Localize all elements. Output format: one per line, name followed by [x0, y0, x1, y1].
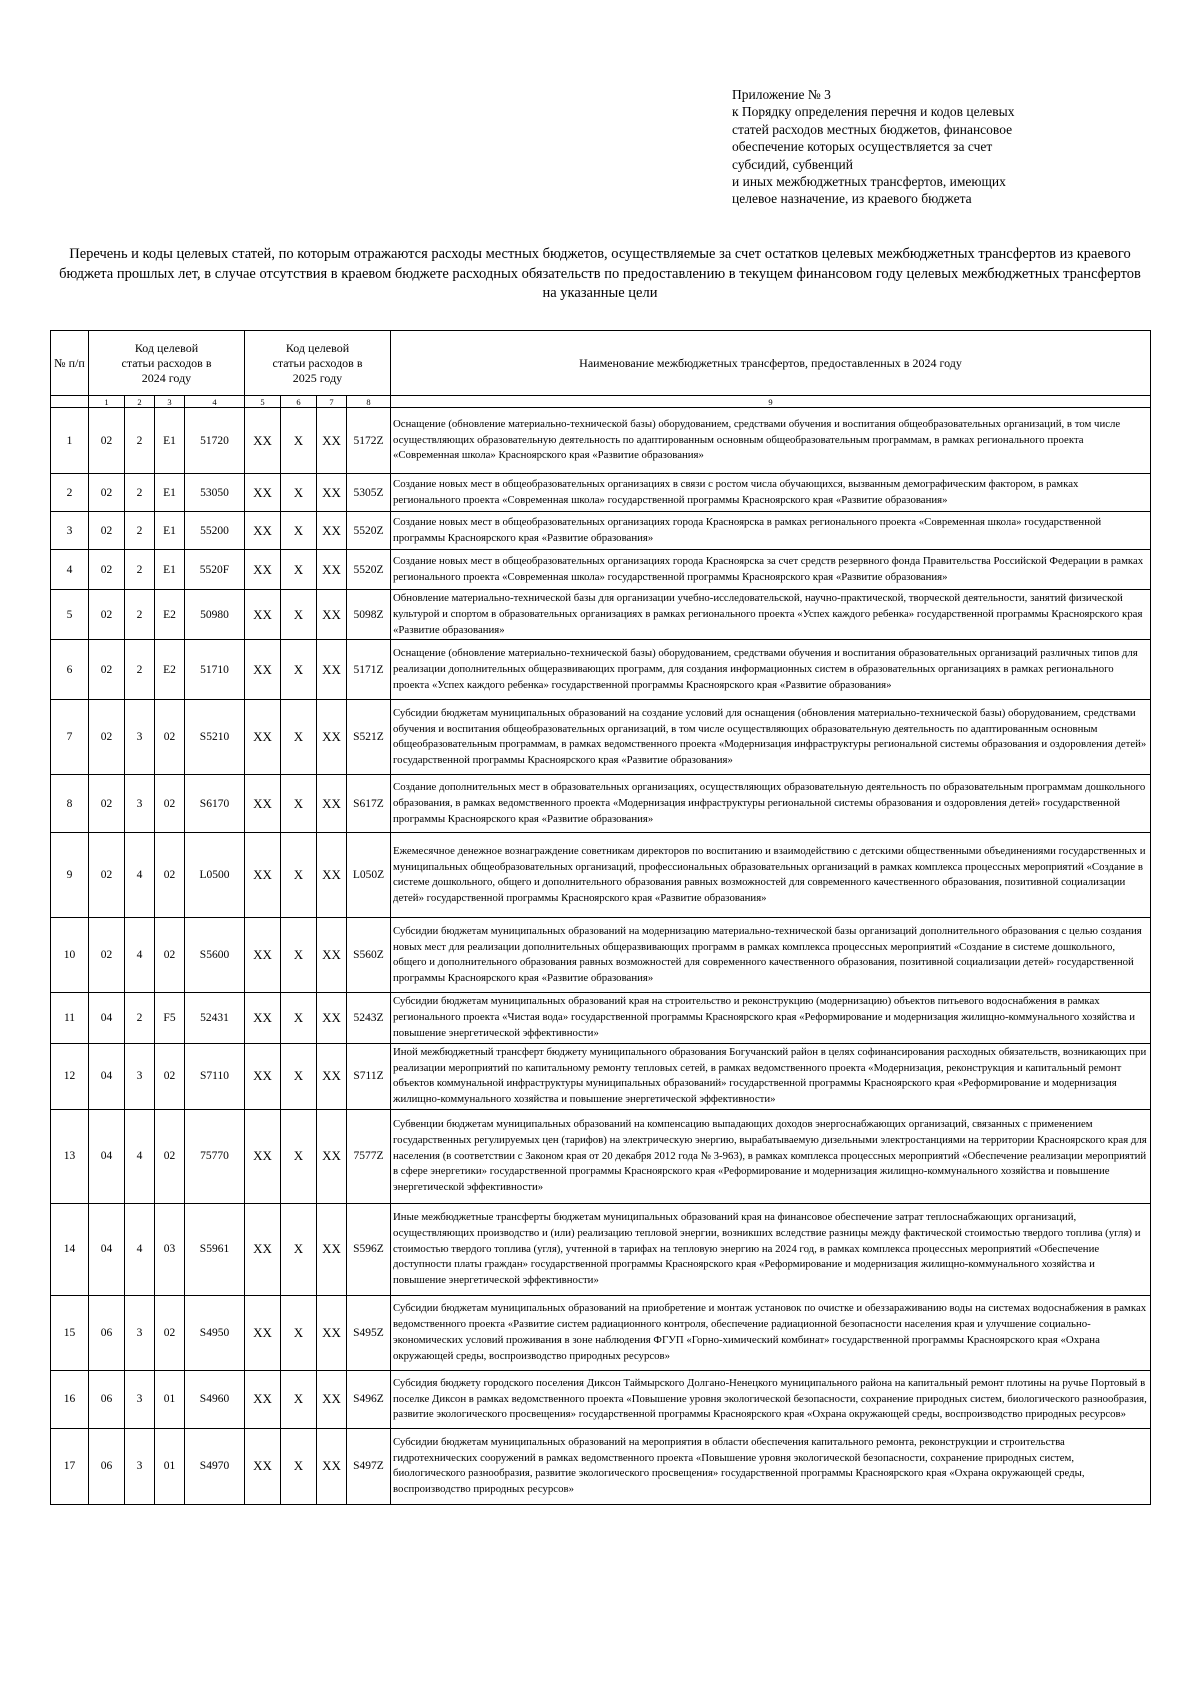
code-2024-program: 02	[89, 550, 125, 590]
table-row	[51, 1203, 1151, 1295]
row-number: 7	[51, 700, 89, 775]
code-2025-program: XX	[245, 1295, 281, 1370]
code-2024-subprogram: 2	[125, 550, 155, 590]
code-2024-project: 02	[155, 775, 185, 833]
code-2024-subprogram: 2	[125, 408, 155, 474]
code-2025-subprogram: X	[281, 1370, 317, 1428]
appendix-line: и иных межбюджетных трансфертов, имеющих	[732, 174, 1006, 190]
code-2024-subprogram: 3	[125, 1428, 155, 1504]
code-2024-subprogram: 4	[125, 1109, 155, 1203]
code-2024-subprogram: 4	[125, 833, 155, 918]
code-2025-direction: 5520Z	[347, 512, 391, 550]
code-2025-subprogram: X	[281, 512, 317, 550]
transfer-name: Субсидии бюджетам муниципальных образований на создание условий для оснащения (обновления материально-технической базы) оборудованием, средствами обучения и воспитания общеобразовательных организаций, в том числе осуществляющих образовательную деятельность по адаптированным основным общеобразовательным программам, в рамках ведомственного проекта «Модернизация инфраструктуры региональной системы образования и оздоровления детей» государственной программы Красноярского края «Развитие образования»	[391, 700, 1151, 775]
table-body	[51, 408, 1151, 1505]
row-number: 12	[51, 1043, 89, 1109]
code-2025-subprogram: X	[281, 700, 317, 775]
code-2024-project: E1	[155, 550, 185, 590]
code-2025-project: XX	[317, 590, 347, 640]
transfer-name: Создание новых мест в общеобразовательных организациях в связи с ростом числа обучающихся, вызванным демографическим фактором, в рамках регионального проекта «Современная школа» государственной программы Красноярского края «Развитие образования»	[391, 474, 1151, 512]
code-2024-direction: 50980	[185, 590, 245, 640]
col-number: 4	[185, 396, 245, 408]
code-2024-direction: 51720	[185, 408, 245, 474]
code-2025-direction: S596Z	[347, 1203, 391, 1295]
code-2024-direction: S4950	[185, 1295, 245, 1370]
code-2024-program: 06	[89, 1370, 125, 1428]
code-2024-subprogram: 4	[125, 918, 155, 993]
code-2025-program: XX	[245, 1043, 281, 1109]
code-2025-program: XX	[245, 590, 281, 640]
code-2024-direction: S7110	[185, 1043, 245, 1109]
table-row	[51, 700, 1151, 775]
code-2025-direction: 5243Z	[347, 993, 391, 1043]
target-articles-table	[50, 330, 1151, 1505]
code-2024-program: 02	[89, 918, 125, 993]
code-2025-project: XX	[317, 833, 347, 918]
code-2025-direction: L050Z	[347, 833, 391, 918]
code-2024-direction: S5600	[185, 918, 245, 993]
code-2025-direction: S497Z	[347, 1428, 391, 1504]
code-2025-program: XX	[245, 833, 281, 918]
row-number: 1	[51, 408, 89, 474]
table-row	[51, 550, 1151, 590]
transfer-name: Субсидии бюджетам муниципальных образований на мероприятия в области обеспечения капитального ремонта, реконструкции и строительства гидротехнических сооружений в рамках ведомственного проекта «Повышение уровня экологической безопасности, сохранение природных систем, биологического разнообразия, развитие экологического просвещения» государственной программы Красноярского края «Охрана окружающей среды, воспроизводство природных ресурсов»	[391, 1428, 1151, 1504]
code-2024-subprogram: 3	[125, 700, 155, 775]
code-2024-direction: S6170	[185, 775, 245, 833]
code-2024-program: 02	[89, 590, 125, 640]
code-2025-subprogram: X	[281, 833, 317, 918]
code-2024-project: 03	[155, 1203, 185, 1295]
col-number: 3	[155, 396, 185, 408]
code-2024-program: 04	[89, 1109, 125, 1203]
code-2024-project: E2	[155, 590, 185, 640]
code-2025-project: XX	[317, 700, 347, 775]
code-2024-project: 01	[155, 1428, 185, 1504]
code-2024-project: E1	[155, 512, 185, 550]
code-2024-program: 04	[89, 993, 125, 1043]
code-2025-project: XX	[317, 993, 347, 1043]
row-number: 9	[51, 833, 89, 918]
col-number: 7	[317, 396, 347, 408]
code-2025-project: XX	[317, 550, 347, 590]
code-2024-project: 01	[155, 1370, 185, 1428]
appendix-line: Приложение № 3	[732, 87, 831, 102]
code-2024-program: 02	[89, 512, 125, 550]
code-2024-program: 02	[89, 474, 125, 512]
code-2024-program: 04	[89, 1203, 125, 1295]
row-number: 11	[51, 993, 89, 1043]
transfer-name: Иной межбюджетный трансферт бюджету муниципального образования Богучанский район в целях софинансирования расходных обязательств, возникающих при реализации мероприятий по капитальному ремонту тепловых сетей, в рамках ведомственного проекта «Модернизация, реконструкция и капитальный ремонт объектов коммунальной инфраструктуры муниципальных образований» государственной программы Красноярского края «Реформирование и модернизация жилищно-коммунального хозяйства и повышение энергетической эффективности»	[391, 1043, 1151, 1109]
table-row	[51, 512, 1151, 550]
code-2025-subprogram: X	[281, 1428, 317, 1504]
row-number: 3	[51, 512, 89, 550]
code-2024-program: 02	[89, 700, 125, 775]
transfer-name: Создание новых мест в общеобразовательных организациях города Красноярска в рамках регионального проекта «Современная школа» государственной программы Красноярского края «Развитие образования»	[391, 512, 1151, 550]
code-2025-program: XX	[245, 700, 281, 775]
code-2024-project: E2	[155, 640, 185, 700]
appendix-line: к Порядку определения перечня и кодов целевых	[732, 104, 1015, 120]
code-2025-project: XX	[317, 775, 347, 833]
row-number: 17	[51, 1428, 89, 1504]
code-2024-program: 06	[89, 1428, 125, 1504]
code-2025-program: XX	[245, 1428, 281, 1504]
code-2025-direction: S711Z	[347, 1043, 391, 1109]
code-2025-program: XX	[245, 408, 281, 474]
appendix-line: обеспечение которых осуществляется за счет	[732, 139, 993, 155]
code-2025-program: XX	[245, 512, 281, 550]
header-code-2024: Код целевой статьи расходов в 2024 году	[89, 331, 245, 396]
code-2024-project: E1	[155, 474, 185, 512]
row-number: 13	[51, 1109, 89, 1203]
row-number: 4	[51, 550, 89, 590]
code-2024-direction: S5210	[185, 700, 245, 775]
code-2025-project: XX	[317, 1428, 347, 1504]
code-2025-direction: S617Z	[347, 775, 391, 833]
code-2024-direction: 52431	[185, 993, 245, 1043]
code-2025-direction: 5172Z	[347, 408, 391, 474]
code-2024-direction: S4970	[185, 1428, 245, 1504]
col-number: 5	[245, 396, 281, 408]
code-2025-project: XX	[317, 512, 347, 550]
code-2025-subprogram: X	[281, 590, 317, 640]
code-2024-subprogram: 2	[125, 993, 155, 1043]
code-2025-subprogram: X	[281, 1043, 317, 1109]
table-row	[51, 1109, 1151, 1203]
code-2025-subprogram: X	[281, 1295, 317, 1370]
row-number: 6	[51, 640, 89, 700]
row-number: 5	[51, 590, 89, 640]
code-2025-subprogram: X	[281, 550, 317, 590]
code-2025-direction: 7577Z	[347, 1109, 391, 1203]
code-2025-program: XX	[245, 775, 281, 833]
col-number: 8	[347, 396, 391, 408]
code-2025-project: XX	[317, 1295, 347, 1370]
table-row	[51, 775, 1151, 833]
code-2024-direction: 53050	[185, 474, 245, 512]
table-row	[51, 408, 1151, 474]
code-2025-subprogram: X	[281, 1109, 317, 1203]
appendix-note	[732, 86, 1132, 208]
code-2025-project: XX	[317, 1043, 347, 1109]
code-2024-direction: 55200	[185, 512, 245, 550]
transfer-name: Субсидии бюджетам муниципальных образований на приобретение и монтаж установок по очистке и обеззараживанию воды на системах водоснабжения в рамках ведомственного проекта «Развитие систем радиационного контроля, обеспечение радиационной безопасности населения края и улучшение социально-экономических условий проживания в зоне наблюдения ФГУП «Горно-химический комбинат» государственной программы Красноярского края «Охрана окружающей среды, воспроизводство природных ресурсов»	[391, 1295, 1151, 1370]
code-2024-subprogram: 2	[125, 474, 155, 512]
code-2025-subprogram: X	[281, 408, 317, 474]
code-2024-direction: 75770	[185, 1109, 245, 1203]
transfer-name: Иные межбюджетные трансферты бюджетам муниципальных образований края на финансовое обеспечение затрат теплоснабжающих организаций, осуществляющих производство и (или) реализацию тепловой энергии, возникших вследствие разницы между фактической стоимостью твердого топлива (угля) и стоимостью твердого топлива (угля), учтенной в тарифах на тепловую энергию на 2024 год, в рамках комплекса процессных мероприятий «Обеспечение доступности платы граждан» государственной программы Красноярского края «Реформирование и модернизация жилищно-коммунального хозяйства и повышение энергетической эффективности»	[391, 1203, 1151, 1295]
code-2024-project: F5	[155, 993, 185, 1043]
transfer-name: Ежемесячное денежное вознаграждение советникам директоров по воспитанию и взаимодействию с детскими общественными объединениями государственных и муниципальных общеобразовательных организаций, профессиональных образовательных организаций в рамках комплекса процессных мероприятий «Создание в системе дошкольного, общего и дополнительного образования равных возможностей для современного качественного образования, позитивной социализации детей» государственной программы Красноярского края «Развитие образования»	[391, 833, 1151, 918]
transfer-name: Субсидии бюджетам муниципальных образований края на строительство и реконструкцию (модернизацию) объектов питьевого водоснабжения в рамках регионального проекта «Чистая вода» государственной программы Красноярского края «Реформирование и модернизация жилищно-коммунального хозяйства и повышение энергетической эффективности»	[391, 993, 1151, 1043]
code-2024-program: 06	[89, 1295, 125, 1370]
code-2024-direction: S5961	[185, 1203, 245, 1295]
header-code-2025: Код целевой статьи расходов в 2025 году	[245, 331, 391, 396]
code-2024-project: 02	[155, 1295, 185, 1370]
code-2024-project: E1	[155, 408, 185, 474]
code-2025-direction: S521Z	[347, 700, 391, 775]
document-title: Перечень и коды целевых статей, по которым отражаются расходы местных бюджетов, осуществляемые за счет остатков целевых межбюджетных трансфертов из краевого бюджета прошлых лет, в случае отсутствия в краевом бюджете расходных обязательств по предоставлению в текущем финансовом году целевых межбюджетных трансфертов на указанные цели	[59, 246, 1141, 301]
row-number: 8	[51, 775, 89, 833]
code-2025-project: XX	[317, 1370, 347, 1428]
appendix-line: целевое назначение, из краевого бюджета	[732, 191, 972, 207]
code-2024-direction: L0500	[185, 833, 245, 918]
code-2025-program: XX	[245, 550, 281, 590]
code-2025-subprogram: X	[281, 775, 317, 833]
row-number: 15	[51, 1295, 89, 1370]
code-2024-program: 04	[89, 1043, 125, 1109]
code-2024-subprogram: 2	[125, 640, 155, 700]
transfer-name: Оснащение (обновление материально-технической базы) оборудованием, средствами обучения и воспитания общеобразовательных организаций, в том числе осуществляющих образовательную деятельность по адаптированным основным общеобразовательным программам, в рамках регионального проекта «Современная школа» Красноярского края «Развитие образования»	[391, 408, 1151, 474]
code-2025-program: XX	[245, 474, 281, 512]
code-2025-project: XX	[317, 1203, 347, 1295]
table-row	[51, 1043, 1151, 1109]
row-number: 10	[51, 918, 89, 993]
appendix-line: субсидий, субвенций	[732, 156, 853, 172]
table-row	[51, 474, 1151, 512]
code-2024-direction: S4960	[185, 1370, 245, 1428]
code-2025-subprogram: X	[281, 474, 317, 512]
code-2025-project: XX	[317, 408, 347, 474]
table-row	[51, 1295, 1151, 1370]
code-2024-subprogram: 3	[125, 1043, 155, 1109]
code-2024-project: 02	[155, 1043, 185, 1109]
table-row	[51, 1428, 1151, 1504]
table-row	[51, 640, 1151, 700]
col-number: 2	[125, 396, 155, 408]
transfer-name: Оснащение (обновление материально-технической базы) оборудованием, средствами обучения и воспитания образовательных организаций различных типов для реализации дополнительных общеразвивающих программ, для создания информационных систем в образовательных организациях в рамках регионального проекта «Успех каждого ребенка» государственной программы Красноярского края «Развитие образования»	[391, 640, 1151, 700]
code-2024-program: 02	[89, 640, 125, 700]
code-2025-subprogram: X	[281, 993, 317, 1043]
code-2025-program: XX	[245, 1203, 281, 1295]
code-2025-direction: 5098Z	[347, 590, 391, 640]
code-2025-program: XX	[245, 918, 281, 993]
code-2025-program: XX	[245, 1370, 281, 1428]
code-2025-project: XX	[317, 640, 347, 700]
code-2024-project: 02	[155, 700, 185, 775]
code-2025-subprogram: X	[281, 918, 317, 993]
code-2025-direction: S495Z	[347, 1295, 391, 1370]
code-2024-subprogram: 3	[125, 1370, 155, 1428]
transfer-name: Обновление материально-технической базы для организации учебно-исследовательской, научно-практической, творческой деятельности, занятий физической культурой и спортом в образовательных организациях в рамках регионального проекта «Успех каждого ребенка» государственной программы Красноярского края «Развитие образования»	[391, 590, 1151, 640]
code-2025-project: XX	[317, 1109, 347, 1203]
appendix-line: статей расходов местных бюджетов, финансовое	[732, 121, 1013, 137]
code-2025-subprogram: X	[281, 640, 317, 700]
transfer-name: Создание дополнительных мест в образовательных организациях, осуществляющих образовательную деятельность по образовательным программам дошкольного образования, в рамках ведомственного проекта «Модернизация инфраструктуры региональной системы образования и оздоровления детей» государственной программы Красноярского края «Развитие образования»	[391, 775, 1151, 833]
code-2025-direction: 5520Z	[347, 550, 391, 590]
col-number	[51, 396, 89, 408]
code-2024-project: 02	[155, 918, 185, 993]
code-2024-project: 02	[155, 833, 185, 918]
col-number: 1	[89, 396, 125, 408]
code-2024-program: 02	[89, 408, 125, 474]
header-name: Наименование межбюджетных трансфертов, предоставленных в 2024 году	[391, 331, 1151, 396]
code-2025-project: XX	[317, 474, 347, 512]
code-2024-subprogram: 2	[125, 590, 155, 640]
transfer-name: Субвенции бюджетам муниципальных образований на компенсацию выпадающих доходов энергоснабжающих организаций, связанных с применением государственных регулируемых цен (тарифов) на электрическую энергию, вырабатываемую дизельными электростанциями на территории Красноярского края для населения (в соответствии с Законом края от 20 декабря 2012 года № 3-963), в рамках комплекса процессных мероприятий «Обеспечение реализации мероприятий в сфере энергетики» государственной программы Красноярского края «Реформирование и модернизация жилищно-коммунального хозяйства и повышение энергетической эффективности»	[391, 1109, 1151, 1203]
code-2024-subprogram: 2	[125, 512, 155, 550]
col-number: 6	[281, 396, 317, 408]
code-2025-project: XX	[317, 918, 347, 993]
code-2025-direction: 5171Z	[347, 640, 391, 700]
row-number: 14	[51, 1203, 89, 1295]
code-2024-project: 02	[155, 1109, 185, 1203]
code-2025-program: XX	[245, 993, 281, 1043]
table-row	[51, 993, 1151, 1043]
code-2024-direction: 51710	[185, 640, 245, 700]
transfer-name: Субсидия бюджету городского поселения Диксон Таймырского Долгано-Ненецкого муниципального района на капитальный ремонт плотины на ручье Портовый в поселке Диксон в рамках ведомственного проекта «Повышение уровня экологической безопасности, сохранение природных систем, биологического разнообразия, развитие экологического просвещения» государственной программы Красноярского края «Охрана окружающей среды, воспроизводство природных ресурсов»	[391, 1370, 1151, 1428]
code-2025-direction: 5305Z	[347, 474, 391, 512]
table-row	[51, 833, 1151, 918]
code-2024-subprogram: 4	[125, 1203, 155, 1295]
transfer-name: Субсидии бюджетам муниципальных образований на модернизацию материально-технической базы организаций дополнительного образования с целью создания новых мест для реализации дополнительных общеразвивающих программ в рамках комплекса процессных мероприятий «Создание в системе дошкольного, общего и дополнительного образования равных возможностей для современного качественного образования, позитивной социализации детей» государственной программы Красноярского края «Развитие образования»	[391, 918, 1151, 993]
code-2025-program: XX	[245, 640, 281, 700]
code-2024-subprogram: 3	[125, 775, 155, 833]
code-2025-direction: S496Z	[347, 1370, 391, 1428]
row-number: 16	[51, 1370, 89, 1428]
header-num: № п/п	[51, 331, 89, 396]
table-row	[51, 918, 1151, 993]
code-2025-program: XX	[245, 1109, 281, 1203]
col-number: 9	[391, 396, 1151, 408]
row-number: 2	[51, 474, 89, 512]
code-2024-program: 02	[89, 775, 125, 833]
code-2024-program: 02	[89, 833, 125, 918]
code-2024-direction: 5520F	[185, 550, 245, 590]
code-2024-subprogram: 3	[125, 1295, 155, 1370]
table-row	[51, 590, 1151, 640]
code-2025-direction: S560Z	[347, 918, 391, 993]
transfer-name: Создание новых мест в общеобразовательных организациях города Красноярска за счет средств резервного фонда Правительства Российской Федерации в рамках регионального проекта «Современная школа» государственной программы Красноярского края «Развитие образования»	[391, 550, 1151, 590]
table-row	[51, 1370, 1151, 1428]
code-2025-subprogram: X	[281, 1203, 317, 1295]
